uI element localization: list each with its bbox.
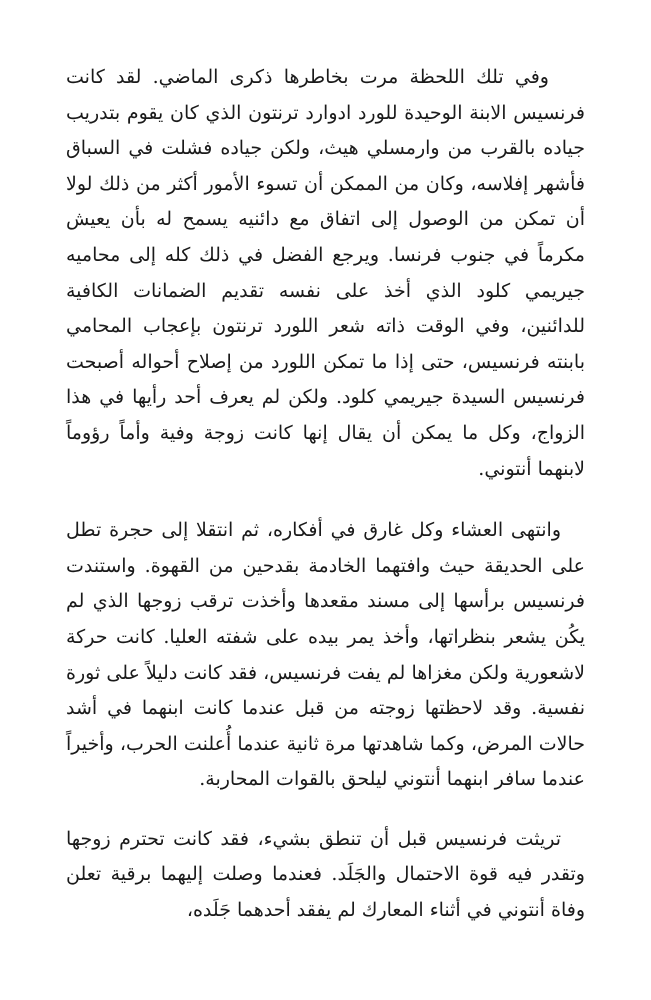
paragraph-1: وفي تلك اللحظة مرت بخاطرها ذكرى الماضي. لقد كانت فرنسيس الابنة الوحيدة للورد ادوارد ترنتون الذي كان يقوم بتدريب جياده بالقرب من وارمسلي هيث، ولكن جياده فشلت في السباق فأشهر إفلاسه، وكان من الممكن أن تسوء الأمور أكثر من ذلك لولا أن تمكن من الوصول إلى اتفاق مع دائنيه يسمح له بأن يعيش مكرماً في جنوب فرنسا. ويرجع الفضل في ذلك كله إلى محاميه جيريمي كلود الذي أخذ على نفسه تقديم الضمانات الكافية للدائنين، وفي الوقت ذاته شعر اللورد ترنتون بإعجاب المحامي بابنته فرنسيس، حتى إذا ما تمكن اللورد من إصلاح أحواله أصبحت فرنسيس السيدة جيريمي كلود. ولكن لم يعرف أحد رأيها في هذا الزواج، وكل ما يمكن أن يقال إنها كانت زوجة وفية وأماً رؤوماً لابنهما أنتوني. [66, 66, 585, 480]
paragraph-2: وانتهى العشاء وكل غارق في أفكاره، ثم انتقلا إلى حجرة تطل على الحديقة حيث وافتهما الخادمة بقدحين من القهوة. واستندت فرنسيس برأسها إلى مسند مقعدها وأخذت ترقب زوجها الذي لم يكُن يشعر بنظراتها، وأخذ يمر بيده على شفته العليا. كانت حركة لاشعورية ولكن مغزاها لم يفت فرنسيس، فقد كانت دليلاً على ثورة نفسية. وقد لاحظتها زوجته من قبل عندما كانت ابنهما في أشد حالات المرض، وكما شاهدتها مرة ثانية عندما أُعلنت الحرب، وأخيراً عندما سافر ابنهما أنتوني ليلحق بالقوات المحاربة. [66, 519, 585, 791]
paragraph-3: تريثت فرنسيس قبل أن تنطق بشيء، فقد كانت تحترم زوجها وتقدر فيه قوة الاحتمال والجَلَد. فعندما وصلت إليهما برقية تعلن وفاة أنتوني في أثناء المعارك لم يفقد أحدهما جَلَده، [66, 827, 585, 922]
